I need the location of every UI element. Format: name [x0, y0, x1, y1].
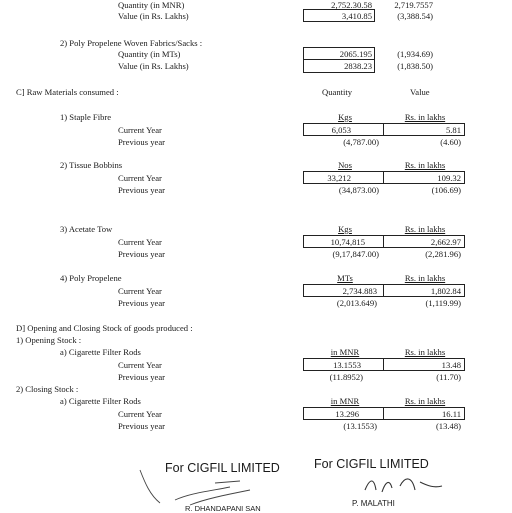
raw-item-current-qty: 33,212: [327, 173, 351, 183]
top-value-label: Value (in Rs. Lakhs): [118, 11, 189, 21]
poly-fabrics-heading: 2) Poly Propelene Woven Fabrics/Sacks :: [60, 38, 203, 48]
raw-item-current-label: Current Year: [118, 125, 162, 135]
raw-item-current-value: 2,662.97: [430, 237, 461, 247]
closing-value-unit: Rs. in lakhs: [404, 396, 446, 406]
raw-item-current-label: Current Year: [118, 286, 162, 296]
raw-item-box-divider: [383, 235, 384, 248]
raw-item-previous-qty: (4,787.00): [343, 137, 379, 147]
raw-item-previous-qty: (2,013.649): [336, 298, 377, 308]
opening-item: a) Cigarette Filter Rods: [60, 347, 141, 357]
raw-materials-col-value: Value: [410, 87, 430, 97]
closing-current-value: 16.11: [441, 409, 461, 419]
raw-item-qty-unit: Kgs: [338, 112, 352, 122]
raw-item-box-divider: [383, 284, 384, 297]
poly-fabrics-qty-label: Quantity (in MTs): [118, 49, 181, 59]
raw-item-previous-label: Previous year: [118, 137, 166, 147]
opening-qty-unit: in MNR: [330, 347, 360, 357]
raw-item-title: 3) Acetate Tow: [60, 224, 113, 234]
left-signature-name: R. DHANDAPANI SAN: [185, 504, 261, 513]
raw-item-previous-value: (1,119.99): [425, 298, 461, 308]
raw-item-current-qty: 10,74,815: [330, 237, 365, 247]
opening-current-qty: 13.1553: [333, 360, 361, 370]
raw-item-previous-label: Previous year: [118, 298, 166, 308]
raw-item-qty-unit: MTs: [337, 273, 353, 283]
opening-box-divider: [383, 358, 384, 371]
top-qty-previous: 2,719.7557: [394, 0, 433, 10]
raw-item-current-value: 5.81: [445, 125, 461, 135]
raw-item-current-value: 109.32: [437, 173, 461, 183]
opening-current-value: 13.48: [441, 360, 461, 370]
raw-item-title: 2) Tissue Bobbins: [60, 160, 123, 170]
top-qty-current: 2,752.30.58: [331, 0, 372, 10]
raw-item-previous-label: Previous year: [118, 249, 166, 259]
opening-previous-label: Previous year: [118, 372, 166, 382]
raw-item-box-divider: [383, 171, 384, 184]
right-signature-company: For CIGFIL LIMITED: [314, 457, 429, 471]
closing-qty-unit: in MNR: [330, 396, 360, 406]
raw-item-current-qty: 2,734.883: [342, 286, 377, 296]
poly-fabrics-value-previous: (1,838.50): [397, 61, 433, 71]
raw-item-title: 1) Staple Fibre: [60, 112, 112, 122]
poly-fabrics-divider: [303, 59, 375, 60]
opening-previous-qty: (11.8952): [329, 372, 363, 382]
raw-item-value-unit: Rs. in lakhs: [404, 160, 446, 170]
raw-item-value-unit: Rs. in lakhs: [404, 273, 446, 283]
raw-item-title: 4) Poly Propelene: [60, 273, 122, 283]
left-signature-company: For CIGFIL LIMITED: [165, 461, 280, 475]
raw-item-previous-value: (2,281.96): [425, 249, 461, 259]
top-value-current: 3,410.85: [341, 11, 372, 21]
raw-item-previous-qty: (9,17,847.00): [332, 249, 379, 259]
opening-previous-value: (11.70): [436, 372, 461, 382]
raw-item-previous-label: Previous year: [118, 185, 166, 195]
raw-item-qty-unit: Kgs: [338, 224, 352, 234]
raw-item-box-divider: [383, 123, 384, 136]
closing-item: a) Cigarette Filter Rods: [60, 396, 141, 406]
closing-previous-label: Previous year: [118, 421, 166, 431]
right-signature-scribble: [360, 472, 450, 500]
right-signature-name: P. MALATHI: [352, 499, 395, 508]
raw-item-previous-qty: (34,873.00): [338, 185, 379, 195]
closing-current-label: Current Year: [118, 409, 162, 419]
opening-current-label: Current Year: [118, 360, 162, 370]
raw-item-current-value: 1,802.84: [430, 286, 461, 296]
closing-previous-value: (13.48): [435, 421, 461, 431]
poly-fabrics-qty-current: 2065.195: [339, 49, 372, 59]
raw-item-previous-value: (4.60): [440, 137, 461, 147]
raw-item-current-qty: 6,053: [331, 125, 351, 135]
poly-fabrics-value-current: 2838.23: [344, 61, 372, 71]
closing-current-qty: 13.296: [335, 409, 359, 419]
raw-materials-col-quantity: Quantity: [322, 87, 353, 97]
raw-item-current-label: Current Year: [118, 173, 162, 183]
raw-item-previous-value: (106.69): [431, 185, 461, 195]
raw-materials-heading: C] Raw Materials consumed :: [16, 87, 119, 97]
top-value-previous: (3,388.54): [397, 11, 433, 21]
raw-item-value-unit: Rs. in lakhs: [404, 112, 446, 122]
raw-item-current-label: Current Year: [118, 237, 162, 247]
poly-fabrics-qty-previous: (1,934.69): [397, 49, 433, 59]
opening-value-unit: Rs. in lakhs: [404, 347, 446, 357]
poly-fabrics-value-label: Value (in Rs. Lakhs): [118, 61, 189, 71]
stocks-heading: D] Opening and Closing Stock of goods produced :: [16, 323, 193, 333]
opening-stock-heading: 1) Opening Stock :: [16, 335, 82, 345]
raw-item-qty-unit: Nos: [338, 160, 352, 170]
top-qty-label: Quantity (in MNR): [118, 0, 185, 10]
closing-stock-heading: 2) Closing Stock :: [16, 384, 79, 394]
raw-item-value-unit: Rs. in lakhs: [404, 224, 446, 234]
closing-previous-qty: (13.1553): [343, 421, 377, 431]
closing-box-divider: [383, 407, 384, 420]
